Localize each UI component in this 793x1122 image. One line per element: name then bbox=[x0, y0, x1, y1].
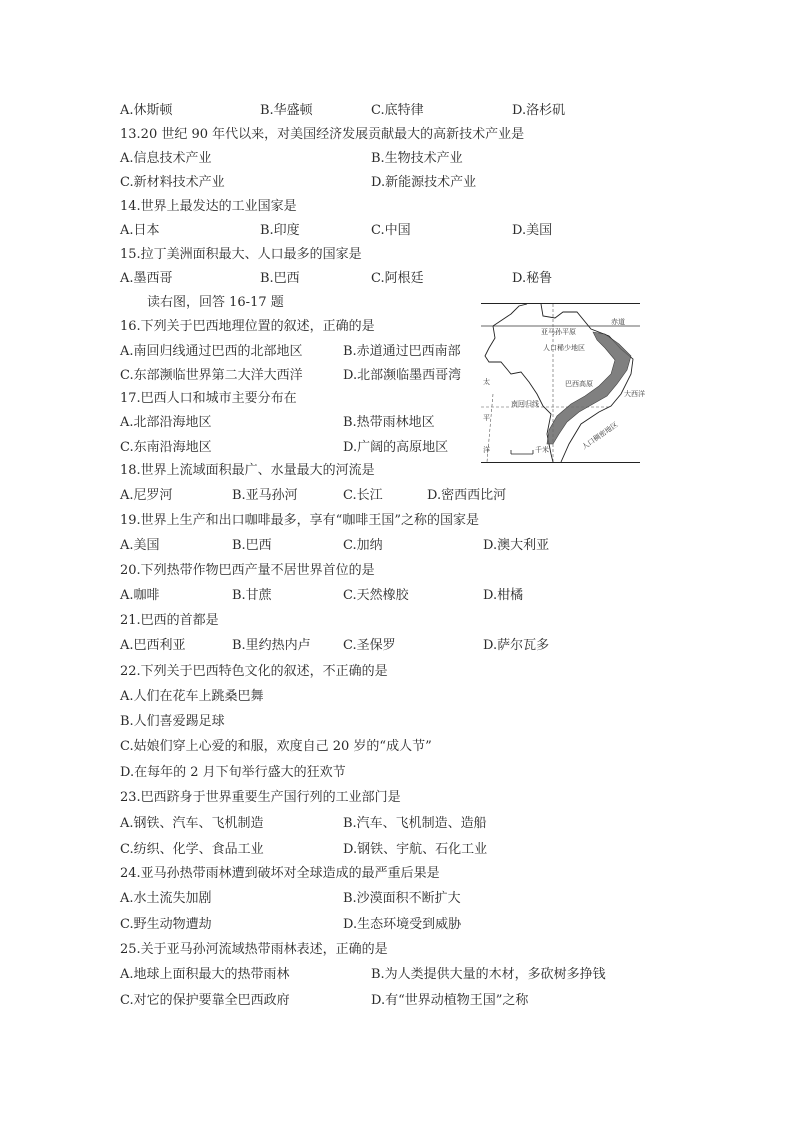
option-a: A.信息技术产业 bbox=[120, 151, 212, 166]
question-stem: 20.下列热带作物巴西产量不居世界首位的是 bbox=[120, 563, 375, 578]
map-label-atlantic: 大西洋 bbox=[624, 390, 645, 398]
question-stem: 16.下列关于巴西地理位置的叙述，正确的是 bbox=[120, 319, 375, 334]
option-b: B.亚马孙河 bbox=[232, 488, 298, 503]
option-a: A.墨西哥 bbox=[120, 271, 173, 286]
option-c: C.阿根廷 bbox=[371, 271, 424, 286]
question-stem: 21.巴西的首都是 bbox=[120, 613, 219, 628]
option-a: A.尼罗河 bbox=[120, 488, 173, 503]
option-c: C.东南沿海地区 bbox=[120, 440, 212, 455]
option-d: D.北部濒临墨西哥湾 bbox=[343, 368, 462, 383]
option-c: C.长江 bbox=[343, 488, 383, 503]
option-a: A.钢铁、汽车、飞机制造 bbox=[120, 816, 264, 831]
option-a: A.人们在花车上跳桑巴舞 bbox=[120, 689, 264, 704]
option-b: B.巴西 bbox=[232, 538, 272, 553]
option-b: B.赤道通过巴西南部 bbox=[343, 344, 461, 359]
option-b: B.为人类提供大量的木材，多砍树多挣钱 bbox=[371, 967, 606, 982]
option-d: D.萨尔瓦多 bbox=[483, 638, 550, 653]
option-b: B.印度 bbox=[260, 223, 300, 238]
question-stem: 13.20 世纪 90 年代以来，对美国经济发展贡献最大的高新技术产业是 bbox=[120, 127, 525, 142]
option-b: B.沙漠面积不断扩大 bbox=[343, 891, 461, 906]
option-a: A.水土流失加剧 bbox=[120, 891, 212, 906]
option-d: D.密西西比河 bbox=[427, 488, 507, 503]
option-c: C.加纳 bbox=[343, 538, 383, 553]
option-b: B.巴西 bbox=[260, 271, 300, 286]
option-d: D.美国 bbox=[512, 223, 553, 238]
option-c: C.新材料技术产业 bbox=[120, 175, 225, 190]
option-c: C.野生动物遭劫 bbox=[120, 917, 212, 932]
q12-option-c: C.底特律 bbox=[371, 103, 424, 118]
option-a: A.巴西利亚 bbox=[120, 638, 186, 653]
option-b: B.热带雨林地区 bbox=[343, 415, 435, 430]
map-label-brazil-plateau: 巴西高原 bbox=[565, 380, 593, 388]
map-label-pacific-3: 洋 bbox=[483, 446, 490, 454]
option-a: A.北部沿海地区 bbox=[120, 415, 212, 430]
option-a: A.日本 bbox=[120, 223, 160, 238]
option-d: D.在每年的 2 月下旬举行盛大的狂欢节 bbox=[120, 765, 346, 780]
question-stem: 23.巴西跻身于世界重要生产国行列的工业部门是 bbox=[120, 790, 401, 805]
option-d: D.生态环境受到威胁 bbox=[343, 917, 462, 932]
map-label-pacific-1: 太 bbox=[483, 378, 490, 386]
option-b: B.生物技术产业 bbox=[371, 151, 463, 166]
option-d: D.新能源技术产业 bbox=[371, 175, 477, 190]
option-b: B.汽车、飞机制造、造船 bbox=[343, 816, 487, 831]
map-label-dense-population: 人口稠密地区 bbox=[580, 420, 620, 452]
option-d: D.秘鲁 bbox=[512, 271, 553, 286]
option-b: B.甘蔗 bbox=[232, 588, 272, 603]
question-stem: 18.世界上流域面积最广、水量最大的河流是 bbox=[120, 463, 375, 478]
map-label-tropic: 南回归线 bbox=[511, 400, 539, 408]
question-stem: 25.关于亚马孙河流域热带雨林表述，正确的是 bbox=[120, 942, 388, 957]
option-c: C.对它的保护要靠全巴西政府 bbox=[120, 993, 290, 1008]
option-c: C.天然橡胶 bbox=[343, 588, 409, 603]
option-c: C.姑娘们穿上心爱的和服，欢度自己 20 岁的“成人节” bbox=[120, 739, 432, 754]
option-c: C.中国 bbox=[371, 223, 411, 238]
option-c: C.圣保罗 bbox=[343, 638, 396, 653]
question-stem: 15.拉丁美洲面积最大、人口最多的国家是 bbox=[120, 247, 362, 262]
option-a: A.咖啡 bbox=[120, 588, 160, 603]
option-b: B.人们喜爱踢足球 bbox=[120, 714, 225, 729]
map-label-amazon-plain: 亚马孙平原 bbox=[541, 328, 576, 336]
map-intro: 读右图，回答 16-17 题 bbox=[147, 295, 284, 310]
option-d: D.有“世界动植物王国”之称 bbox=[371, 993, 529, 1008]
question-stem: 19.世界上生产和出口咖啡最多，享有“咖啡王国”之称的国家是 bbox=[120, 513, 479, 528]
question-stem: 22.下列关于巴西特色文化的叙述，不正确的是 bbox=[120, 664, 388, 679]
map-scale-label: 千米 bbox=[535, 446, 549, 454]
option-d: D.柑橘 bbox=[483, 588, 524, 603]
option-d: D.澳大利亚 bbox=[483, 538, 550, 553]
map-label-pacific-2: 平 bbox=[483, 414, 490, 422]
option-a: A.美国 bbox=[120, 538, 160, 553]
q12-option-b: B.华盛顿 bbox=[260, 103, 313, 118]
option-c: C.东部濒临世界第二大洋大西洋 bbox=[120, 368, 303, 383]
question-stem: 14.世界上最发达的工业国家是 bbox=[120, 199, 297, 214]
option-a: A.地球上面积最大的热带雨林 bbox=[120, 967, 290, 982]
map-label-sparse-population: 人口稀少地区 bbox=[543, 344, 585, 352]
option-d: D.钢铁、宇航、石化工业 bbox=[343, 842, 488, 857]
question-stem: 24.亚马孙热带雨林遭到破坏对全球造成的最严重后果是 bbox=[120, 866, 440, 881]
question-stem: 17.巴西人口和城市主要分布在 bbox=[120, 391, 297, 406]
map-label-equator: 赤道 bbox=[611, 318, 625, 326]
option-b: B.里约热内卢 bbox=[232, 638, 311, 653]
option-d: D.广阔的高原地区 bbox=[343, 440, 449, 455]
q12-option-a: A.休斯顿 bbox=[120, 103, 173, 118]
option-a: A.南回归线通过巴西的北部地区 bbox=[120, 344, 303, 359]
option-c: C.纺织、化学、食品工业 bbox=[120, 842, 264, 857]
brazil-map bbox=[481, 303, 645, 463]
q12-option-d: D.洛杉矶 bbox=[512, 103, 566, 118]
